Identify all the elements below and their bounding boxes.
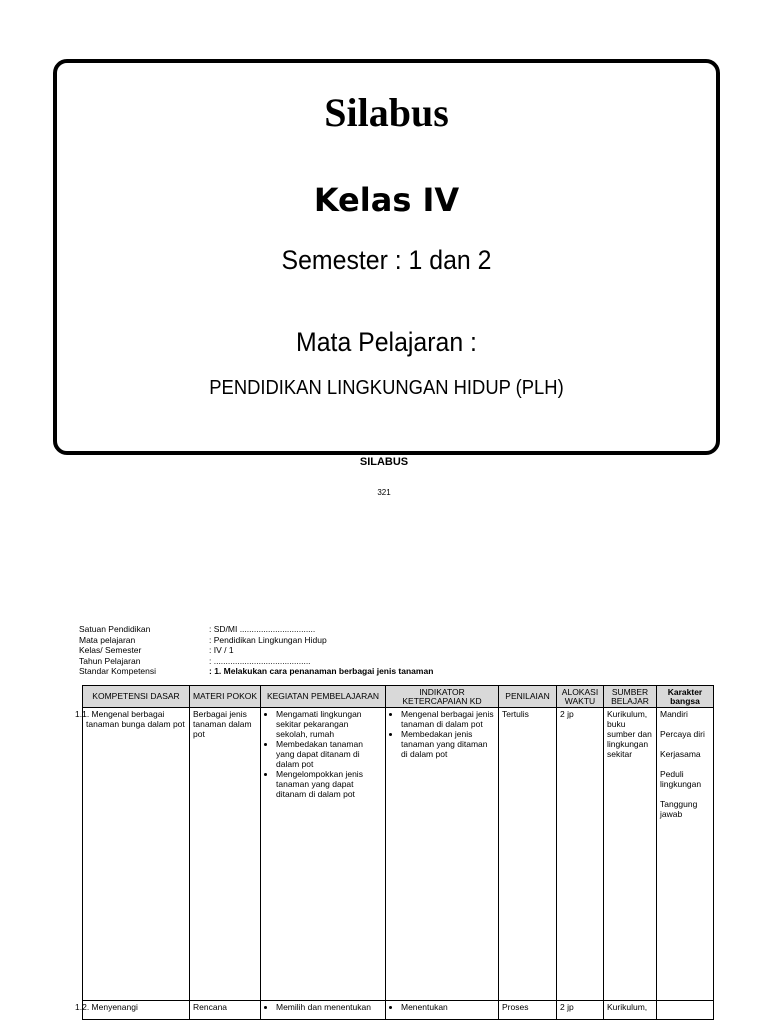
meta-value: : ......................................... — [209, 655, 311, 666]
cover-mata-pelajaran-label: Mata Pelajaran : — [296, 327, 477, 357]
karakter-item: Tanggung jawab — [660, 799, 698, 819]
list-item: • Menentukan — [401, 1002, 495, 1012]
header-karakter-bangsa: Karakter bangsa — [657, 686, 714, 708]
karakter-item: Peduli lingkungan — [660, 769, 702, 789]
karakter-item: Percaya diri — [660, 729, 705, 739]
list-item: • Mengelompokkan jenis tanaman yang dapat ditanam di dalam pot — [276, 769, 382, 799]
cover-kelas: Kelas IV — [313, 181, 460, 219]
header-alokasi-waktu: ALOKASI WAKTU — [557, 686, 604, 708]
cover-box — [53, 59, 720, 455]
cover-semester: Semester : 1 dan 2 — [281, 245, 492, 275]
header-kegiatan-pembelajaran: KEGIATAN PEMBELAJARAN — [261, 686, 386, 708]
list-item: • Membedakan jenis tanaman yang ditaman di dalam pot — [401, 729, 495, 759]
list-item: • Mengamati lingkungan sekitar pekarangan sekolah, rumah — [276, 709, 382, 739]
table-header-row — [83, 686, 714, 708]
meta-label: Satuan Pendidikan — [79, 624, 151, 634]
cell-indikator — [386, 708, 499, 1001]
header-indikator: INDIKATOR KETERCAPAIAN KD — [386, 686, 499, 708]
meta-value-standar-kompetensi: : 1. Melakukan cara penanaman berbagai jenis tanaman — [209, 666, 434, 676]
cell-karakter — [657, 708, 714, 1001]
header-penilaian: PENILAIAN — [499, 686, 557, 708]
karakter-item: Kerjasama — [660, 749, 701, 759]
cell-kompetensi-dasar: 1.1. Mengenal berbagai tanaman bunga dalam pot — [83, 708, 190, 1001]
table-row — [83, 708, 714, 1001]
cell-kegiatan — [261, 1001, 386, 1020]
syllabus-table — [75, 685, 714, 1020]
header-materi-pokok: MATERI POKOK — [190, 686, 261, 708]
karakter-item: Mandiri — [660, 709, 688, 719]
cell-penilaian: Proses — [499, 1001, 557, 1020]
cell-materi-pokok: Rencana — [190, 1001, 261, 1020]
table-row — [83, 1001, 714, 1020]
list-item: • Memilih dan menentukan — [276, 1002, 382, 1012]
meta-label: Tahun Pelajaran — [79, 655, 141, 666]
cell-kompetensi-dasar: 1.2. Menyenangi — [83, 1001, 190, 1020]
page-number: 321 — [377, 488, 391, 497]
header-sumber-belajar: SUMBER BELAJAR — [604, 686, 657, 708]
cell-alokasi: 2 jp — [557, 708, 604, 1001]
cell-penilaian: Tertulis — [499, 708, 557, 1001]
meta-label: Mata pelajaran — [79, 634, 136, 645]
cell-karakter — [657, 1001, 714, 1020]
cell-alokasi: 2 jp — [557, 1001, 604, 1020]
header-kompetensi-dasar: KOMPETENSI DASAR — [83, 686, 190, 708]
cover-subject: PENDIDIKAN LINGKUNGAN HIDUP (PLH) — [209, 377, 564, 399]
meta-label: Standar Kompetensi — [79, 666, 157, 676]
list-item: • Mengenal berbagai jenis tanaman di dalam pot — [401, 709, 495, 729]
meta-value: : IV / 1 — [209, 645, 234, 655]
cell-indikator — [386, 1001, 499, 1020]
cell-materi-pokok: Berbagai jenis tanaman dalam pot — [190, 708, 261, 1001]
meta-value: : SD/MI ................................ — [209, 624, 316, 634]
cover-title: Silabus — [324, 90, 449, 135]
cell-sumber: Kurikulum, buku sumber dan lingkungan sekitar — [604, 708, 657, 1001]
meta-label: Kelas/ Semester — [79, 645, 142, 655]
page-title: SILABUS — [359, 456, 409, 468]
meta-value: : Pendidikan Lingkungan Hidup — [209, 634, 327, 645]
cell-sumber: Kurikulum, — [604, 1001, 657, 1020]
list-item: • Membedakan tanaman yang dapat ditanam di dalam pot — [276, 739, 382, 769]
cell-kegiatan — [261, 708, 386, 1001]
